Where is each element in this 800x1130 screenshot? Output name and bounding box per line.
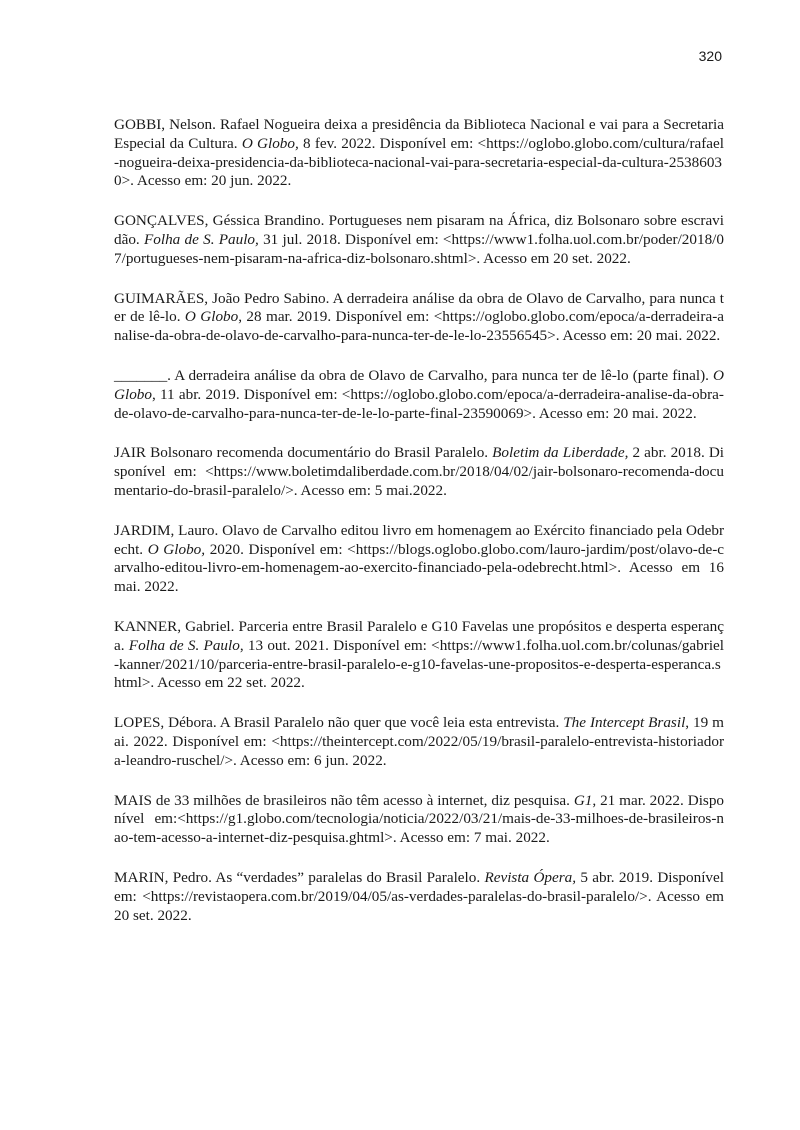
- reference-entry: [114, 792, 724, 848]
- reference-source-title: Revista Ópera,: [484, 868, 577, 886]
- reference-details: 31 jul. 2018. Disponível em: <https://www1.folha.uol.com.br/poder/2018/07/portugueses-nem-pisaram-na-africa-diz-bolsonaro.shtml>. Acesso em 20 set. 2022.: [114, 230, 724, 267]
- reference-text: MAIS de 33 milhões de brasileiros não têm acesso à internet, diz pesquisa.: [114, 791, 574, 809]
- page-number: 320: [698, 48, 722, 64]
- reference-entry: [114, 618, 724, 693]
- reference-source-title: O Globo,: [147, 540, 206, 558]
- reference-entry: [114, 290, 724, 346]
- reference-entry: [114, 212, 724, 268]
- reference-text: MARIN, Pedro. As “verdades” paralelas do Brasil Paralelo.: [114, 868, 485, 886]
- reference-entry: [114, 522, 724, 597]
- reference-details: , 11 abr. 2019. Disponível em: <https://oglobo.globo.com/epoca/a-derradeira-analise-da-obra-de-olavo-de-carvalho-para-nunca-ter-de-le-lo-parte-final-23590069>. Acesso em: 20 mai. 2022.: [114, 385, 724, 422]
- reference-text: KANNER, Gabriel. Parceria entre Brasil Paralelo e G10 Favelas une propósitos e desperta esperança.: [114, 617, 724, 654]
- reference-source-title: G1: [573, 791, 593, 809]
- reference-details: 5 abr. 2019. Disponível em: <https://revistaopera.com.br/2019/04/05/as-verdades-paralelas-do-brasil-paralelo/>. Acesso em 20 set. 2022.: [114, 868, 724, 924]
- reference-source-title: O Globo,: [241, 134, 299, 152]
- reference-text: JARDIM, Lauro. Olavo de Carvalho editou livro em homenagem ao Exército financiado pela Odebrecht.: [114, 521, 724, 558]
- reference-text: JAIR Bolsonaro recomenda documentário do Brasil Paralelo.: [114, 444, 493, 462]
- reference-details: , 19 mai. 2022. Disponível em: <https://theintercept.com/2022/05/19/brasil-paralelo-entrevista-historiadora-leandro-ruschel/>. Acesso em: 6 jun. 2022.: [114, 714, 724, 769]
- reference-details: , 28 mar. 2019. Disponível em: <https://oglobo.globo.com/epoca/a-derradeira-analise-da-obra-de-olavo-de-carvalho-para-nunca-ter-de-le-lo-23556545>. Acesso em: 20 mai. 2022.: [114, 308, 724, 345]
- reference-text: GONÇALVES, Géssica Brandino. Portugueses nem pisaram na África, diz Bolsonaro sobre escravidão.: [114, 212, 724, 248]
- reference-details: 2 abr. 2018. Disponível em: <https://www.boletimdaliberdade.com.br/2018/04/02/jair-bolsonaro-recomenda-documentario-do-brasil-paralelo/>. Acesso em: 5 mai.2022.: [114, 444, 725, 499]
- reference-entry: [114, 367, 724, 423]
- reference-details: 2020. Disponível em: <https://blogs.oglobo.globo.com/lauro-jardim/post/olavo-de-carvalho-editou-livro-em-homenagem-ao-exercito-financiado-pela-odebrecht.html>. Acesso em 16 mai. 2022.: [114, 540, 724, 596]
- reference-details: 8 fev. 2022. Disponível em: <https://oglobo.globo.com/cultura/rafael-nogueira-deixa-presidencia-da-biblioteca-nacional-vai-para-secretaria-especial-da-cultura-25386030>. Acesso em: 20 jun. 2022.: [114, 134, 725, 190]
- reference-text: GOBBI, Nelson. Rafael Nogueira deixa a presidência da Biblioteca Nacional e vai para a Secretaria Especial da Cultura.: [114, 116, 724, 152]
- reference-entry: [114, 714, 724, 770]
- reference-details: , 21 mar. 2022. Disponível em:<https://g1.globo.com/tecnologia/noticia/2022/03/21/mais-de-33-milhoes-de-brasileiros-nao-tem-acesso-a-internet-diz-pesquisa.ghtml>. Acesso em: 7 mai. 2022.: [114, 791, 725, 847]
- reference-entry: [114, 869, 724, 925]
- reference-source-title: Boletim da Liberdade,: [492, 444, 629, 462]
- reference-source-title: O Globo: [114, 366, 724, 403]
- reference-entry: [114, 116, 724, 191]
- reference-list: [114, 116, 724, 946]
- reference-text: LOPES, Débora. A Brasil Paralelo não quer que você leia esta entrevista.: [114, 714, 564, 732]
- reference-source-title: O Globo: [184, 308, 239, 326]
- reference-entry: [114, 444, 724, 500]
- reference-text: _______. A derradeira análise da obra de Olavo de Carvalho, para nunca ter de lê-lo (parte final).: [114, 366, 714, 384]
- reference-text: GUIMARÃES, João Pedro Sabino. A derradeira análise da obra de Olavo de Carvalho, para nunca ter de lê-lo.: [114, 289, 724, 326]
- reference-details: , 13 out. 2021. Disponível em: <https://www1.folha.uol.com.br/colunas/gabriel-kanner/2021/10/parceria-entre-brasil-paralelo-e-g10-favelas-une-propositos-e-desperta-esperanca.shtml>. Acesso em 22 set. 2022.: [114, 636, 724, 692]
- reference-source-title: The Intercept Brasil: [563, 714, 686, 732]
- reference-source-title: Folha de S. Paulo,: [143, 230, 259, 248]
- reference-source-title: Folha de S. Paulo: [128, 636, 240, 654]
